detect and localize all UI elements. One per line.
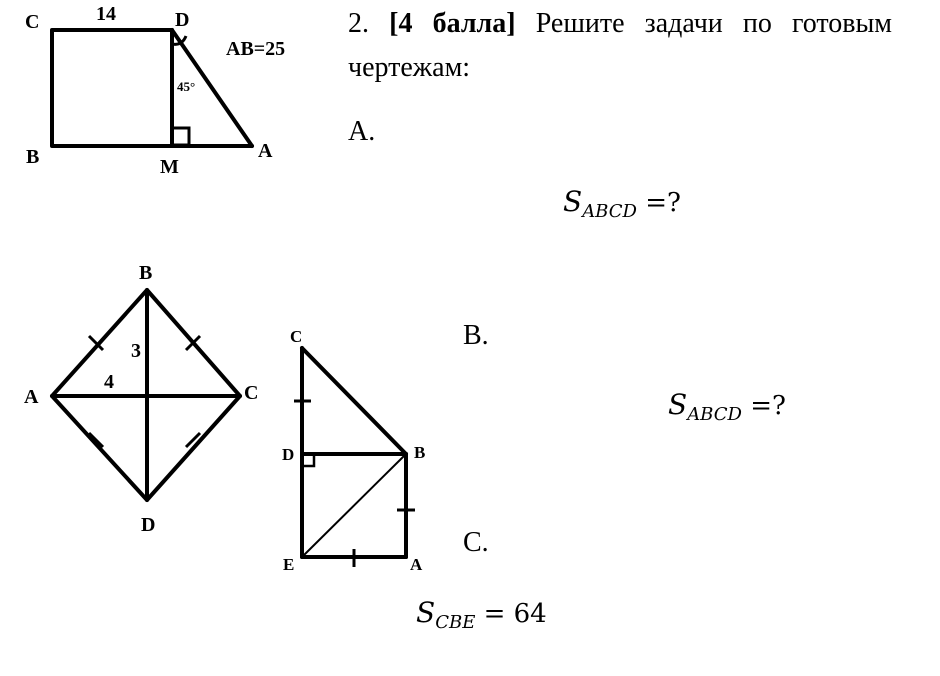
- vertex-label-c: C: [290, 327, 303, 346]
- question-c-formula: [416, 596, 547, 633]
- vertex-label-d: D: [141, 514, 156, 536]
- vertex-label-a: A: [24, 386, 39, 408]
- question-rest: =?: [636, 188, 681, 218]
- ab-length-label: AB=25: [226, 38, 286, 60]
- question-a-formula: [563, 185, 681, 222]
- area-subscript: CBE: [435, 612, 476, 633]
- vertex-label-d: D: [282, 445, 295, 464]
- area-symbol: S: [668, 388, 688, 421]
- question-b-formula: [668, 388, 786, 425]
- part-label-a: A.: [348, 116, 376, 147]
- vertex-label-a: A: [410, 555, 423, 574]
- task-text: Решите задачи по готовым чертежам:: [348, 8, 893, 83]
- side-label-cd: 14: [96, 3, 116, 25]
- area-symbol: S: [416, 596, 436, 629]
- question-rest: =?: [741, 391, 786, 421]
- area-symbol: S: [563, 185, 583, 218]
- trapezoid-rectangle-part: [52, 30, 172, 146]
- vertex-label-b: B: [414, 443, 426, 462]
- diagonal-eb: [302, 454, 406, 557]
- right-angle-mark-m: [172, 128, 189, 145]
- vertex-label-b: B: [26, 146, 40, 168]
- task-points: [4 балла]: [389, 8, 516, 39]
- part-label-c: C.: [463, 527, 489, 558]
- vertex-label-m: M: [160, 156, 179, 178]
- figure-b-rhombus: [24, 262, 258, 536]
- vertex-label-d: D: [175, 9, 190, 31]
- question-rest: = 64: [475, 599, 547, 629]
- vertex-label-a: A: [258, 140, 273, 162]
- figure-a-trapezoid: [25, 3, 285, 178]
- half-diagonal-ac-label: 4: [104, 371, 114, 393]
- angle-label: 45°: [177, 79, 196, 94]
- area-subscript: ABCD: [687, 404, 742, 425]
- vertex-label-e: E: [283, 555, 295, 574]
- side-cb: [302, 348, 406, 454]
- half-diagonal-bd-label: 3: [131, 340, 141, 362]
- task-statement: [348, 2, 892, 90]
- area-subscript: ABCD: [582, 201, 637, 222]
- vertex-label-c: C: [244, 382, 259, 404]
- vertex-label-b: B: [139, 262, 153, 284]
- vertex-label-c: C: [25, 11, 40, 33]
- figure-c-trapezoid: [282, 327, 425, 574]
- part-label-b: B.: [463, 320, 489, 351]
- task-number: 2.: [348, 8, 369, 39]
